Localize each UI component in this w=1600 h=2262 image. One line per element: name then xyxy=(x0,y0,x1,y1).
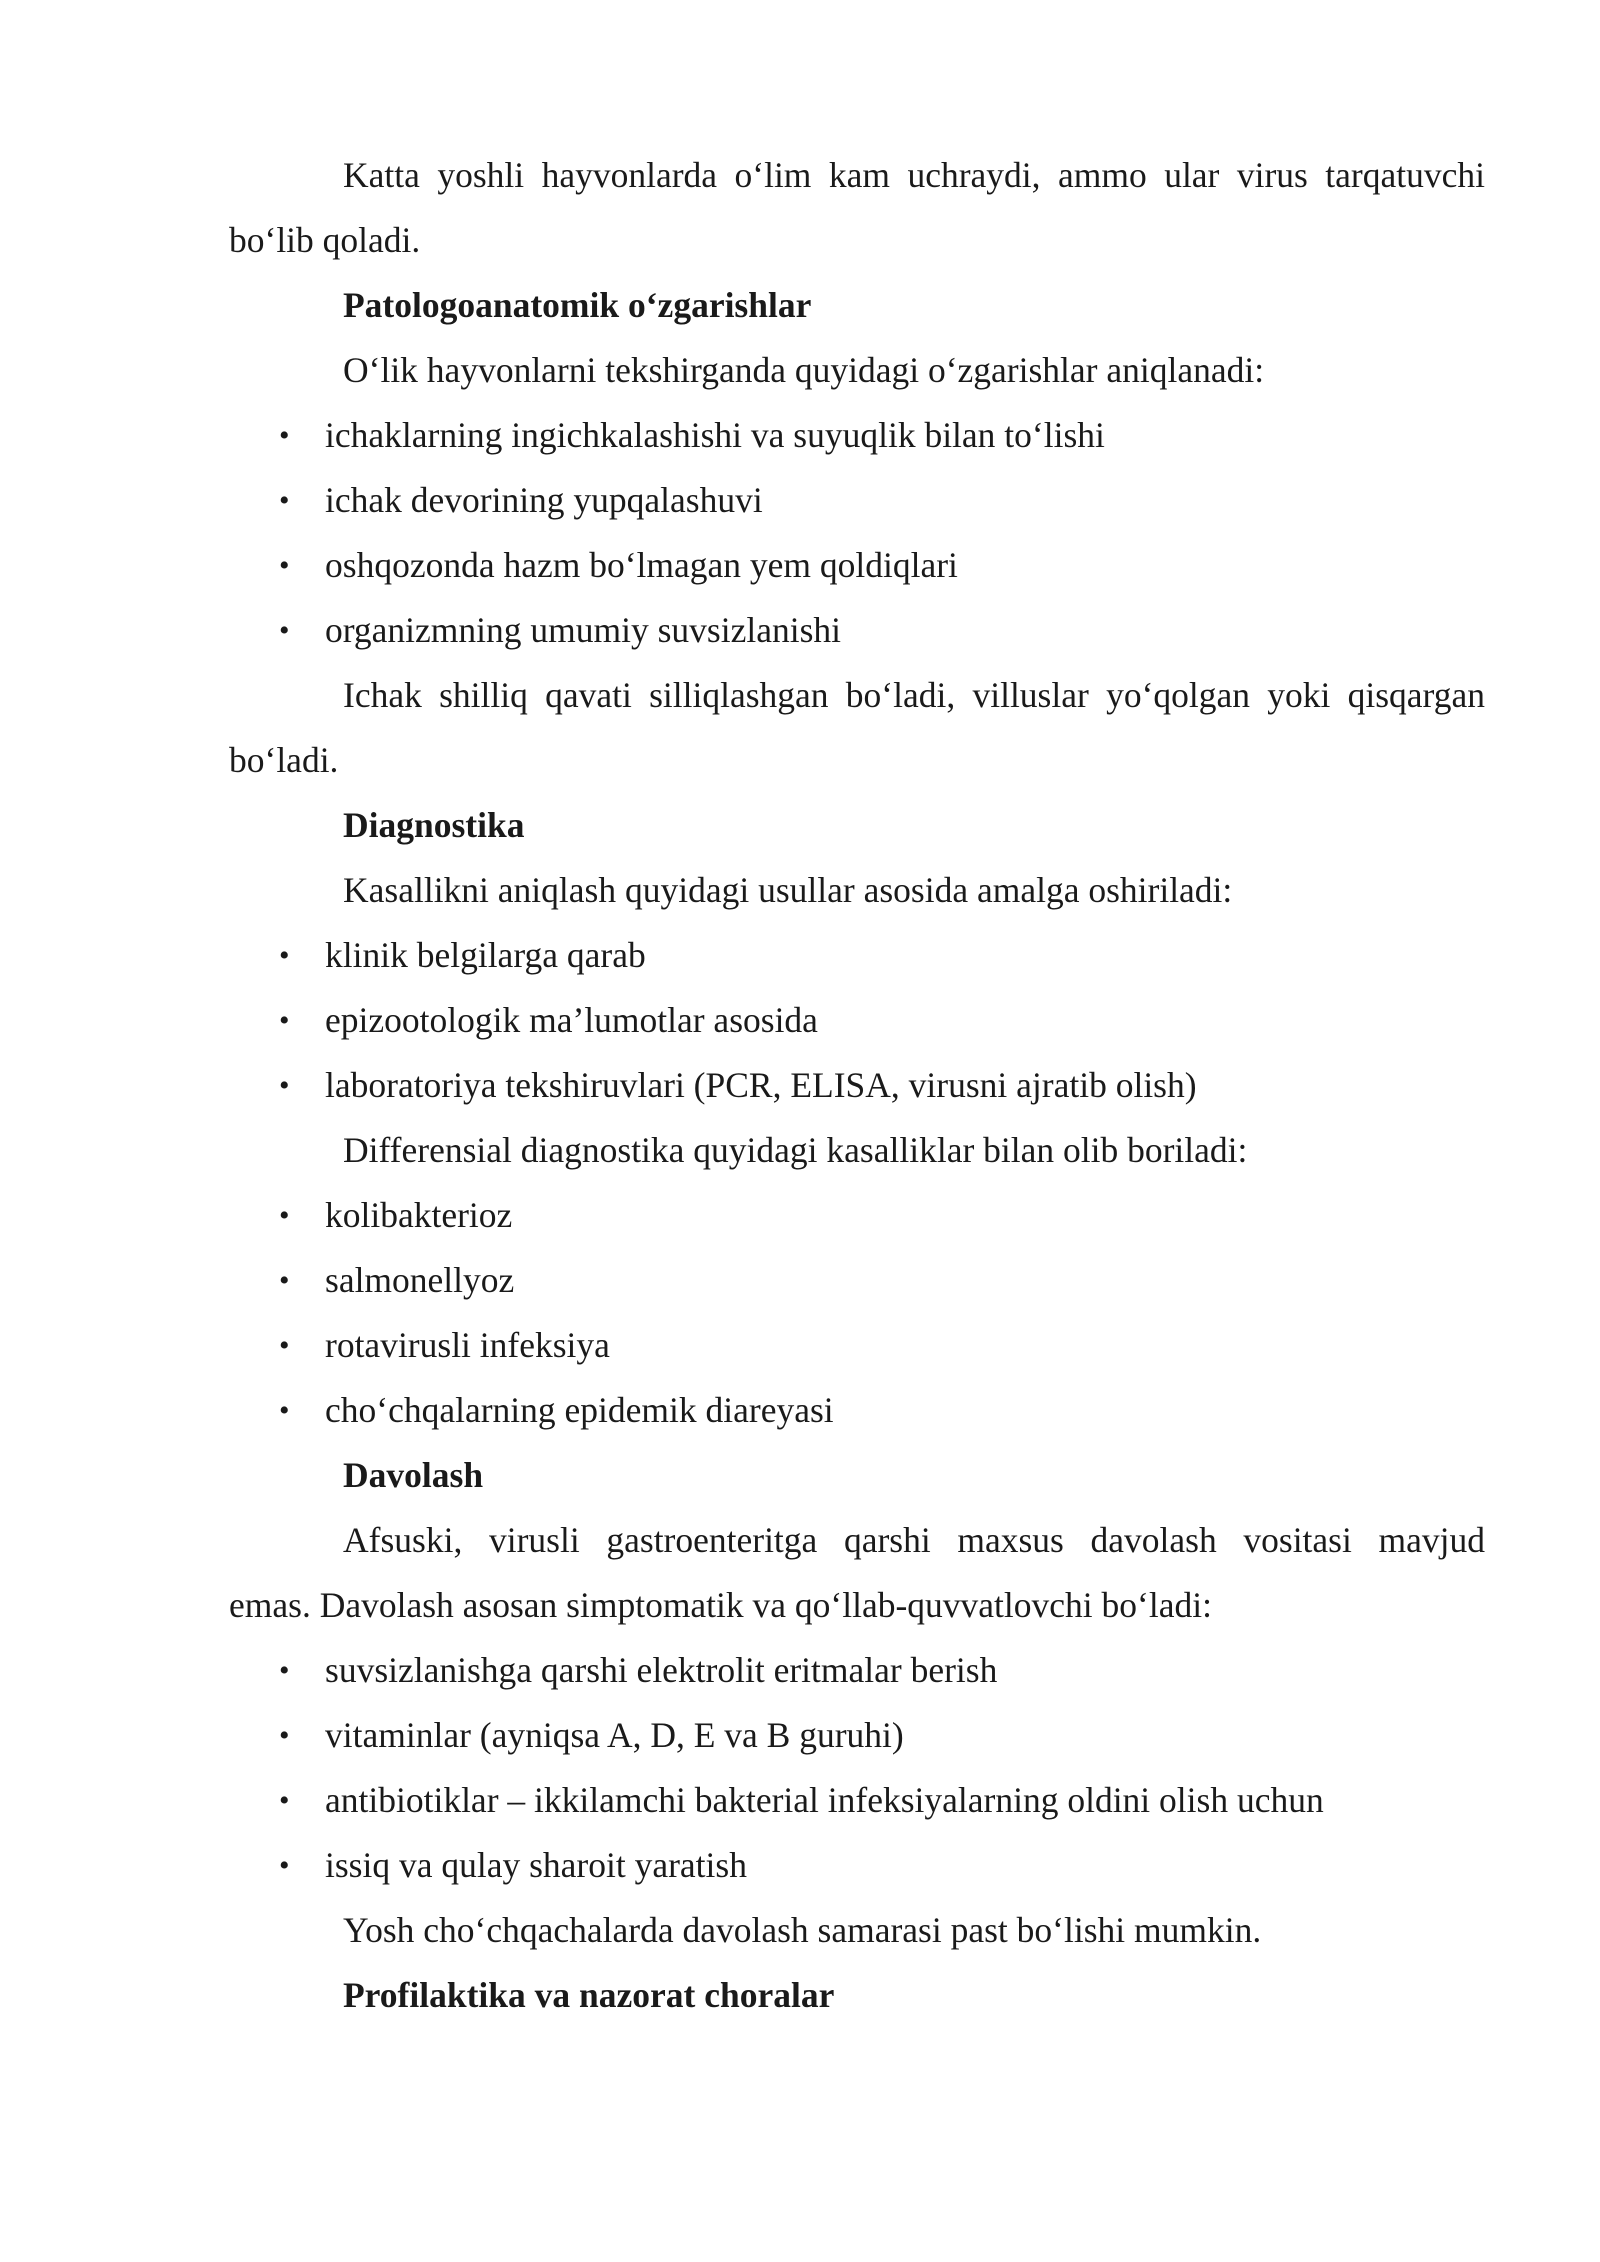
list-item xyxy=(229,1768,1485,1833)
list-item-text: antibiotiklar – ikkilamchi bakterial infeksiyalarning oldini olish uchun xyxy=(325,1780,1324,1820)
bullet-icon: • xyxy=(279,419,290,452)
list-item-text: cho‘chqalarning epidemik diareyasi xyxy=(325,1390,834,1430)
section-heading-pathology: Patologoanatomik o‘zgarishlar xyxy=(343,285,812,325)
list-item xyxy=(229,1248,1485,1313)
section-heading-treatment: Davolash xyxy=(343,1455,484,1495)
list-item-text: vitaminlar (ayniqsa A, D, E va B guruhi) xyxy=(325,1715,904,1755)
paragraph-line: emas. Davolash asosan simptomatik va qo‘llab-quvvatlovchi bo‘ladi: xyxy=(229,1585,1212,1625)
document-body xyxy=(229,143,1485,2028)
list-item-text: organizmning umumiy suvsizlanishi xyxy=(325,610,842,650)
bullet-icon: • xyxy=(279,549,290,582)
list-item xyxy=(229,598,1485,663)
list-item-text: laboratoriya tekshiruvlari (PCR, ELISA, virusni ajratib olish) xyxy=(325,1065,1197,1105)
paragraph-line: Katta yoshli hayvonlarda o‘lim kam uchraydi, ammo ular virus tarqatuvchi xyxy=(343,155,1485,195)
list-item xyxy=(229,988,1485,1053)
bullet-icon: • xyxy=(279,1329,290,1362)
paragraph-line: Ichak shilliq qavati silliqlashgan bo‘ladi, villuslar yo‘qolgan yoki qisqargan xyxy=(343,675,1485,715)
bullet-icon: • xyxy=(279,1069,290,1102)
list-item xyxy=(229,1313,1485,1378)
bullet-icon: • xyxy=(279,1264,290,1297)
list-item-text: klinik belgilarga qarab xyxy=(325,935,646,975)
list-item-text: epizootologik ma’lumotlar asosida xyxy=(325,1000,818,1040)
list-item-text: ichak devorining yupqalashuvi xyxy=(325,480,763,520)
bullet-icon: • xyxy=(279,1784,290,1817)
bullet-icon: • xyxy=(279,1719,290,1752)
paragraph-line: Yosh cho‘chqachalarda davolash samarasi past bo‘lishi mumkin. xyxy=(343,1910,1262,1950)
paragraph-line: bo‘ladi. xyxy=(229,740,339,780)
paragraph-line: Kasallikni aniqlash quyidagi usullar asosida amalga oshiriladi: xyxy=(343,870,1233,910)
list-item-text: salmonellyoz xyxy=(325,1260,515,1300)
bullet-icon: • xyxy=(279,1004,290,1037)
list-item xyxy=(229,923,1485,988)
list-item-text: rotavirusli infeksiya xyxy=(325,1325,610,1365)
paragraph-line: Afsuski, virusli gastroenteritga qarshi maxsus davolash vositasi mavjud xyxy=(343,1520,1485,1560)
list-item xyxy=(229,1703,1485,1768)
list-item-text: suvsizlanishga qarshi elektrolit eritmalar berish xyxy=(325,1650,998,1690)
list-item xyxy=(229,403,1485,468)
bullet-icon: • xyxy=(279,1199,290,1232)
list-item xyxy=(229,1053,1485,1118)
list-item xyxy=(229,1833,1485,1898)
list-item-text: issiq va qulay sharoit yaratish xyxy=(325,1845,747,1885)
list-item xyxy=(229,533,1485,598)
list-item xyxy=(229,1638,1485,1703)
bullet-icon: • xyxy=(279,939,290,972)
bullet-icon: • xyxy=(279,614,290,647)
bullet-icon: • xyxy=(279,1849,290,1882)
list-item-text: kolibakterioz xyxy=(325,1195,513,1235)
paragraph-line: Differensial diagnostika quyidagi kasalliklar bilan olib boriladi: xyxy=(343,1130,1248,1170)
list-item xyxy=(229,1183,1485,1248)
list-item-text: ichaklarning ingichkalashishi va suyuqlik bilan to‘lishi xyxy=(325,415,1105,455)
bullet-icon: • xyxy=(279,1394,290,1427)
list-item xyxy=(229,1378,1485,1443)
bullet-icon: • xyxy=(279,1654,290,1687)
bullet-icon: • xyxy=(279,484,290,517)
section-heading-prevention: Profilaktika va nazorat choralar xyxy=(343,1975,835,2015)
section-heading-diagnostics: Diagnostika xyxy=(343,805,525,845)
list-item xyxy=(229,468,1485,533)
paragraph-line: O‘lik hayvonlarni tekshirganda quyidagi o‘zgarishlar aniqlanadi: xyxy=(343,350,1265,390)
paragraph-line: bo‘lib qoladi. xyxy=(229,220,421,260)
list-item-text: oshqozonda hazm bo‘lmagan yem qoldiqlari xyxy=(325,545,958,585)
